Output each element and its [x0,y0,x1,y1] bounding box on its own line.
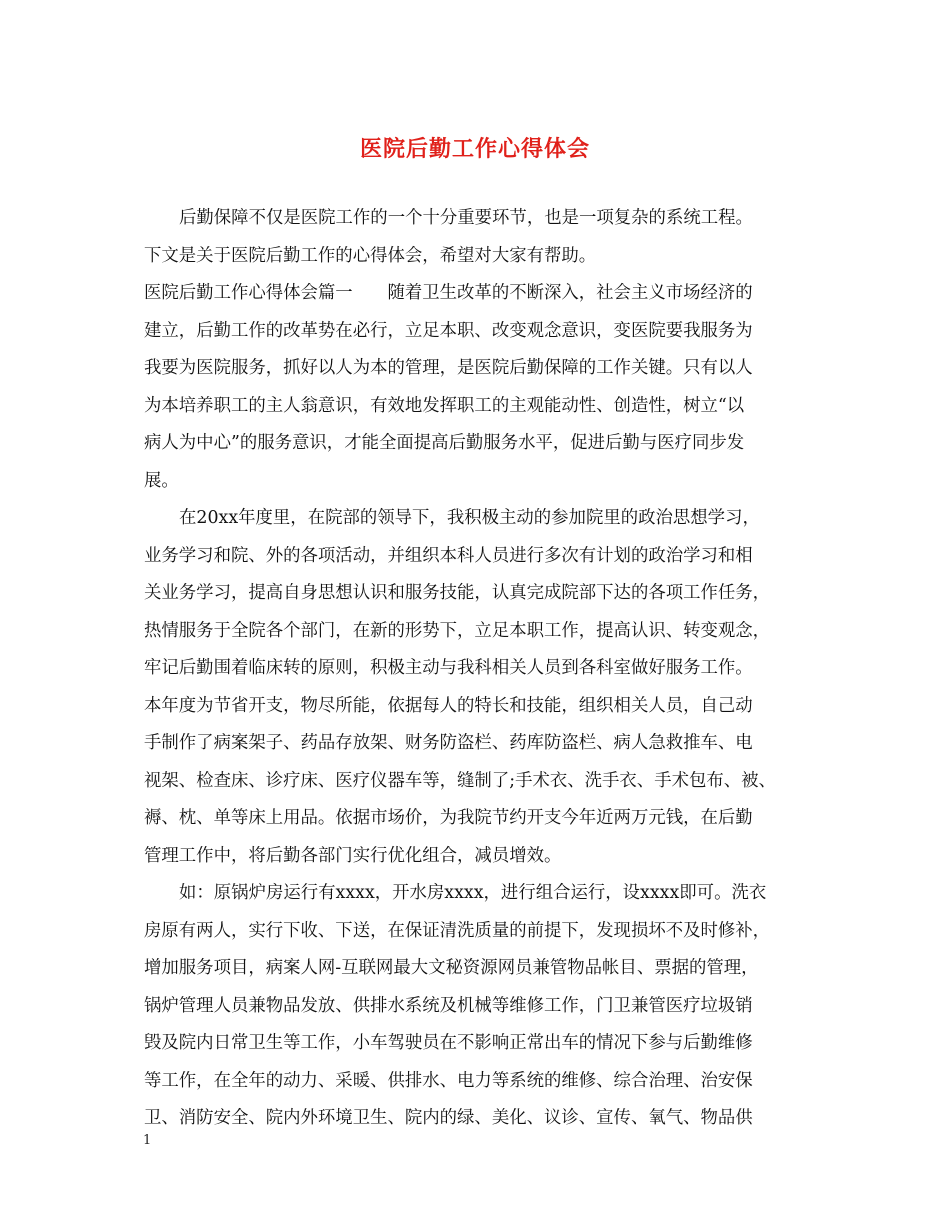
body-line: 本年度为节省开支，物尽所能，依据每人的特长和技能，组织相关人员，自己动 [144,695,753,716]
document-title: 医院后勤工作心得体会 [359,136,590,162]
body-line: 建立，后勤工作的改革势在必行，立足本职、改变观念意识，变医院要我服务为 [144,320,753,341]
body-line: 为本培养职工的主人翁意识，有效地发挥职工的主观能动性、创造性，树立“以 [144,395,745,416]
body-line: 等工作，在全年的动力、采暖、供排水、电力等系统的维修、综合治理、治安保 [144,1070,753,1091]
page-number: 1 [143,1133,152,1148]
body-line: 病人为中心”的服务意识，才能全面提高后勤服务水平，促进后勤与医疗同步发 [144,433,745,453]
body-line: 后勤保障不仅是医院工作的一个十分重要环节，也是一项复杂的系统工程。 [179,208,753,228]
body-line: 医院后勤工作心得体会篇一 随着卫生改革的不断深入，社会主义市场经济的 [144,283,753,303]
body-line: 房原有两人，实行下收、下送，在保证清洗质量的前提下，发现损坏不及时修补， [144,920,771,941]
body-line: 毁及院内日常卫生等工作，小车驾驶员在不影响正常出车的情况下参与后勤维修 [144,1033,753,1053]
body-line: 管理工作中，将后勤各部门实行优化组合，减员增效。 [144,845,562,866]
document-body [144,200,824,1138]
body-line: 热情服务于全院各个部门，在新的形势下，立足本职工作，提高认识、转变观念， [144,620,771,641]
body-line: 在20xx年度里，在院部的领导下，我积极主动的参加院里的政治思想学习， [179,508,760,528]
body-line: 褥、枕、单等床上用品。依据市场价，为我院节约开支今年近两万元钱，在后勤 [144,808,753,828]
body-line: 锅炉管理人员兼物品发放、供排水系统及机械等维修工作，门卫兼管医疗垃圾销 [144,995,753,1016]
body-line: 视架、检查床、诊疗床、医疗仪器车等，缝制了;手术衣、洗手衣、手术包布、被、 [144,770,776,791]
body-line: 展。 [144,470,179,491]
body-line: 如：原锅炉房运行有xxxx，开水房xxxx，进行组合运行，设xxxx即可。洗衣 [179,883,767,903]
body-line: 手制作了病案架子、药品存放架、财务防盗栏、药库防盗栏、病人急救推车、电 [144,733,753,753]
body-line: 业务学习和院、外的各项活动，并组织本科人员进行多次有计划的政治学习和相 [144,545,753,566]
body-line: 卫、消防安全、院内外环境卫生、院内的绿、美化、议诊、宣传、氧气、物品供 [144,1108,753,1128]
body-line: 关业务学习，提高自身思想认识和服务技能，认真完成院部下达的各项工作任务， [144,583,771,603]
body-line: 牢记后勤围着临床转的原则，积极主动与我科相关人员到各科室做好服务工作。 [144,658,753,678]
body-line: 下文是关于医院后勤工作的心得体会，希望对大家有帮助。 [144,245,597,266]
body-line: 我要为医院服务，抓好以人为本的管理，是医院后勤保障的工作关键。只有以人 [144,358,753,378]
body-line: 增加服务项目，病案人网-互联网最大文秘资源网员兼管物品帐目、票据的管理， [144,958,759,978]
